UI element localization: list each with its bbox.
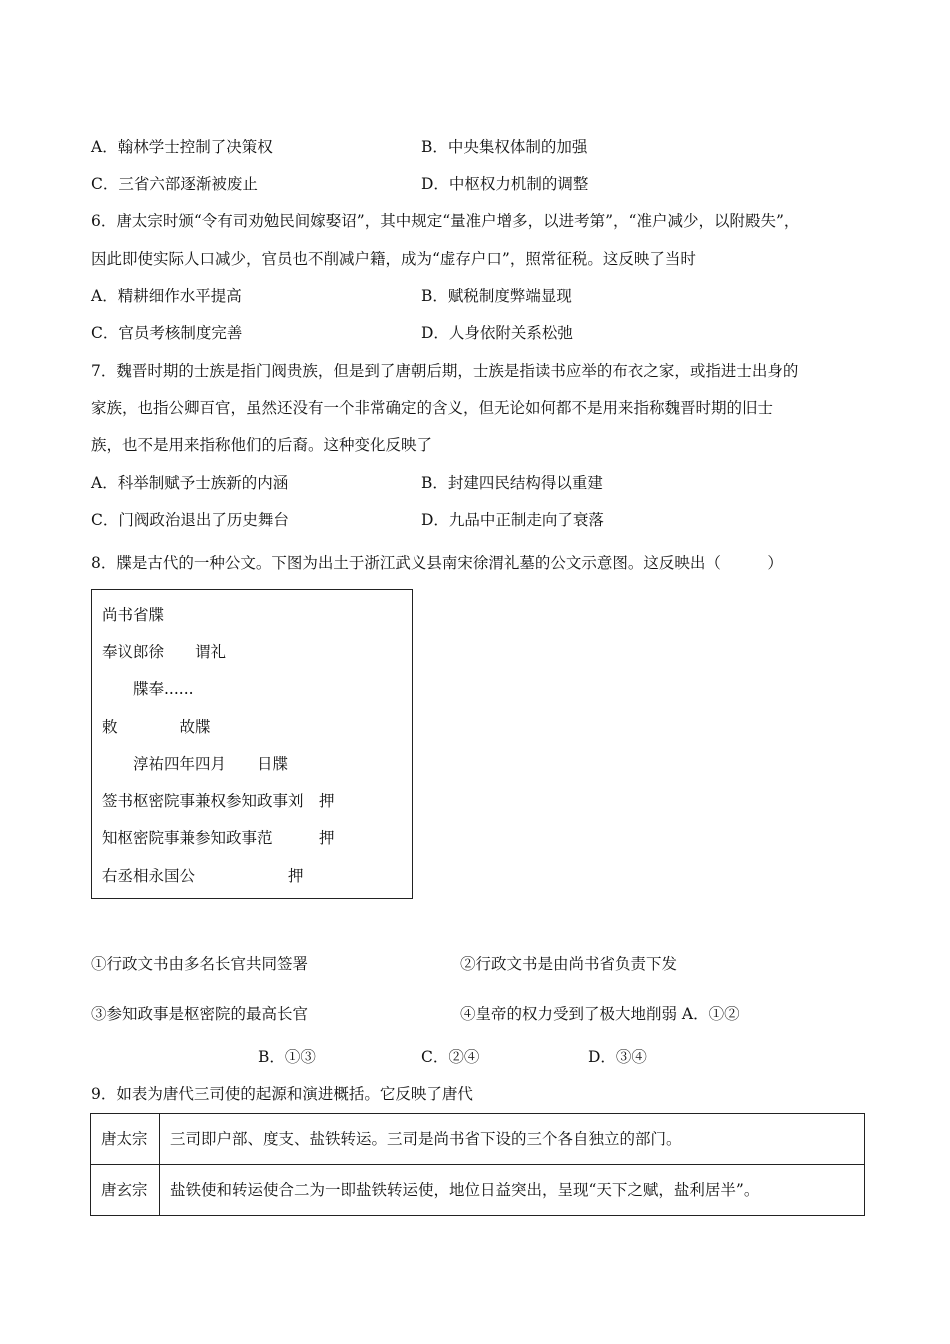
q9-stem: 9．如表为唐代三司使的起源和演进概括。它反映了唐代	[91, 1085, 473, 1103]
content-cell: 盐铁使和转运使合二为一即盐铁转运使，地位日益突出，呈现“天下之赋，盐利居半”。	[160, 1165, 865, 1216]
emperor-cell: 唐玄宗	[91, 1165, 160, 1216]
q6-option-a: A．精耕细作水平提高	[91, 287, 242, 305]
doc-line-2: 奉议郎徐 谓礼	[102, 643, 227, 661]
q6-option-b: B．赋税制度弊端显现	[421, 287, 572, 305]
q8-stem: 8．牒是古代的一种公文。下图为出土于浙江武义县南宋徐渭礼墓的公文示意图。这反映出（ ）	[91, 554, 783, 572]
table-row	[91, 1114, 865, 1165]
doc-line-7: 知枢密院事兼参知政事范 押	[102, 829, 335, 847]
q7-stem-line-1: 7．魏晋时期的士族是指门阀贵族，但是到了唐朝后期，士族是指读书应举的布衣之家，或指进士出身的	[91, 362, 799, 380]
q7-option-a: A．科举制赋予士族新的内涵	[91, 474, 289, 492]
q7-option-d: D．九品中正制走向了衰落	[421, 511, 604, 529]
q7-option-c: C．门阀政治退出了历史舞台	[91, 511, 289, 529]
q6-option-d: D．人身依附关系松弛	[421, 324, 573, 342]
q8-item-2: ②行政文书是由尚书省负责下发	[460, 955, 678, 973]
q5-option-d: D．中枢权力机制的调整	[421, 175, 589, 193]
q8-option-d: D．③④	[588, 1048, 647, 1066]
q8-item-1: ①行政文书由多名长官共同签署	[91, 955, 309, 973]
q8-option-c: C．②④	[421, 1048, 480, 1066]
doc-line-4: 敕 故牒	[102, 718, 211, 736]
content-cell: 三司即户部、度支、盐铁转运。三司是尚书省下设的三个各自独立的部门。	[160, 1114, 865, 1165]
doc-line-5: 淳祐四年四月 日牒	[102, 755, 289, 773]
q8-item-4-and-option-a: ④皇帝的权力受到了极大地削弱 A．①②	[460, 1005, 740, 1023]
q5-option-c: C．三省六部逐渐被废止	[91, 175, 258, 193]
q8-item-3: ③参知政事是枢密院的最高长官	[91, 1005, 309, 1023]
doc-line-1: 尚书省牒	[102, 606, 165, 624]
table-row	[91, 1165, 865, 1216]
q5-option-b: B．中央集权体制的加强	[421, 138, 588, 156]
q7-option-b: B．封建四民结构得以重建	[421, 474, 603, 492]
official-document-figure	[91, 589, 413, 899]
q9-table	[90, 1113, 865, 1216]
q6-stem-line-1: 6．唐太宗时颁“令有司劝勉民间嫁娶诏”，其中规定“量准户增多，以进考第”，“准户减少，以附殿失”，	[91, 212, 800, 230]
doc-line-8: 右丞相永国公 押	[102, 867, 304, 885]
q6-option-c: C．官员考核制度完善	[91, 324, 243, 342]
doc-line-3: 牒奉......	[102, 680, 194, 698]
doc-line-6: 签书枢密院事兼权参知政事刘 押	[102, 792, 335, 810]
q7-stem-line-2: 家族，也指公卿百官，虽然还没有一个非常确定的含义，但无论如何都不是用来指称魏晋时期的旧士	[91, 399, 774, 417]
q5-option-a: A．翰林学士控制了决策权	[91, 138, 273, 156]
q6-stem-line-2: 因此即使实际人口减少，官员也不削减户籍，成为“虚存户口”，照常征税。这反映了当时	[91, 250, 696, 268]
q8-option-b: B．①③	[258, 1048, 316, 1066]
q7-stem-line-3: 族，也不是用来指称他们的后裔。这种变化反映了	[91, 436, 433, 454]
emperor-cell: 唐太宗	[91, 1114, 160, 1165]
